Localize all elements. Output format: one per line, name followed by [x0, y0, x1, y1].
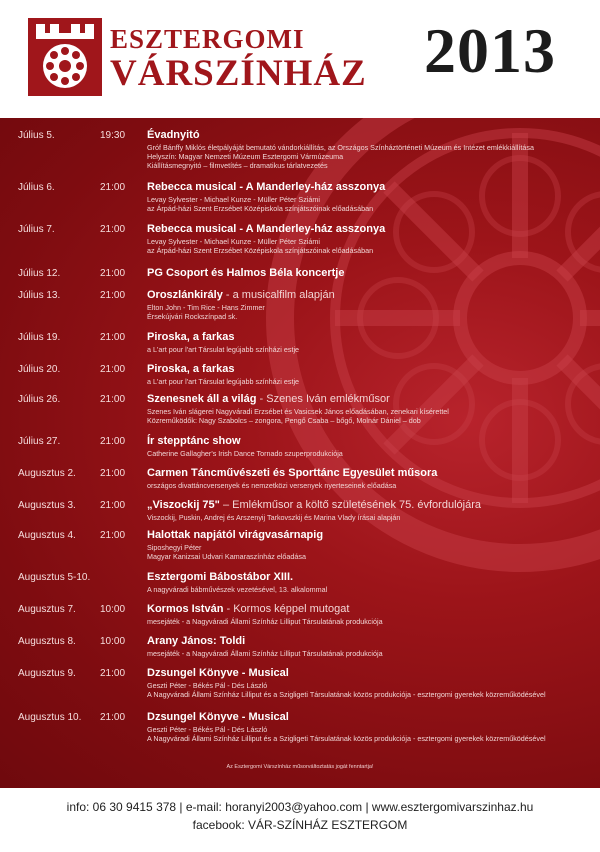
- program-panel: [0, 118, 600, 788]
- event-time: 21:00: [100, 468, 126, 479]
- event-title: [147, 667, 289, 679]
- event-title-main: Ír stepptánc show: [147, 435, 241, 447]
- event-title-main: Carmen Táncművészeti és Sporttánc Egyesület műsora: [147, 467, 438, 479]
- contact-info: info: 06 30 9415 378 | e-mail: horanyi2003@yahoo.com | www.esztergomivarszinhaz.hu: [66, 800, 534, 814]
- event-title: [147, 635, 245, 647]
- event-title-main: Dzsungel Könyve - Musical: [147, 667, 289, 679]
- event-detail: Levay Sylvester - Michael Kunze - Müller Péter Sziámi: [147, 195, 320, 204]
- event-title-subtitle: - Szenes Iván emlékműsor: [256, 393, 390, 405]
- event-title-main: „Viszockij 75": [147, 499, 220, 511]
- event-time: 10:00: [100, 636, 126, 647]
- event-title-subtitle: – Emlékműsor a költő születésének 75. évfordulójára: [219, 499, 481, 511]
- event-time: 21:00: [100, 436, 126, 447]
- event-time: 21:00: [100, 290, 126, 301]
- event-date: Augusztus 8.: [18, 636, 76, 647]
- facebook-info: facebook: VÁR-SZÍNHÁZ ESZTERGOM: [192, 818, 408, 832]
- event-title: [147, 571, 293, 583]
- event-title: [147, 331, 234, 343]
- event-time: 10:00: [100, 604, 126, 615]
- event-time: 21:00: [100, 182, 126, 193]
- event-date: Július 19.: [18, 332, 61, 343]
- event-title: [147, 181, 385, 193]
- event-title: [147, 603, 349, 615]
- event-time: 21:00: [100, 530, 126, 541]
- event-detail: Catherine Gallagher's Irish Dance Tornado szuperprodukciója: [147, 449, 343, 458]
- event-time: 21:00: [100, 712, 126, 723]
- event-time: 21:00: [100, 364, 126, 375]
- event-date: Augusztus 10.: [18, 712, 82, 723]
- event-date: Augusztus 5-10.: [18, 572, 91, 583]
- event-date: Július 26.: [18, 394, 61, 405]
- event-title: [147, 711, 289, 723]
- event-detail: az Árpád-házi Szent Erzsébet Középiskola színjátszóinak előadásában: [147, 246, 374, 255]
- event-title-main: Piroska, a farkas: [147, 363, 235, 375]
- event-title: [147, 393, 390, 405]
- footnote: Az Esztergomi Várszínház műsorváltoztatás jogát fenntartja!: [226, 764, 374, 770]
- event-title-main: Kormos István: [147, 603, 224, 615]
- event-title: [147, 467, 437, 479]
- event-title: [147, 129, 200, 141]
- event-title-main: Évadnyitó: [147, 129, 200, 141]
- event-detail: Érsekújvári Rockszínpad sk.: [147, 312, 238, 321]
- event-detail: országos divattáncversenyek és nemzetközi versenyek nyerteseinek előadása: [147, 481, 397, 490]
- event-title: [147, 435, 241, 447]
- event-date: Július 6.: [18, 182, 55, 193]
- event-detail: Viszockij, Puskin, Andrej és Arszenyij Tarkovszkij és Marina Vlady írásai alapján: [147, 513, 401, 522]
- theatre-logo: [28, 18, 102, 96]
- event-title: [147, 289, 335, 301]
- season-year: 2013: [424, 15, 556, 86]
- event-title-main: Dzsungel Könyve - Musical: [147, 711, 289, 723]
- event-title-main: Rebecca musical - A Manderley-ház asszonya: [147, 181, 386, 193]
- event-title-main: Piroska, a farkas: [147, 331, 235, 343]
- event-detail: Közreműködők: Nagy Szabolcs – zongora, Pengő Csaba – bőgő, Molnár Dániel – dob: [147, 416, 421, 425]
- event-date: Augusztus 9.: [18, 668, 76, 679]
- event-date: Július 20.: [18, 364, 61, 375]
- event-detail: mesejáték - a Nagyváradi Állami Színház Lilliput Társulatának produkciója: [147, 649, 383, 658]
- event-title-main: PG Csoport és Halmos Béla koncertje: [147, 267, 345, 279]
- event-date: Július 7.: [18, 224, 55, 235]
- event-time: 19:30: [100, 130, 126, 141]
- event-date: Július 5.: [18, 130, 55, 141]
- event-title-main: Szenesnek áll a világ: [147, 393, 257, 405]
- event-time: 21:00: [100, 394, 126, 405]
- event-detail: Gróf Bánffy Miklós életpályáját bemutató vándorkiállítás, az Országos Színháztörténeti Múzeum és Intézet emlékkiállítása: [147, 143, 534, 152]
- logo-title-line1: ESZTERGOMI: [110, 24, 305, 54]
- event-date: Július 27.: [18, 436, 61, 447]
- event-date: Augusztus 3.: [18, 500, 76, 511]
- event-title-main: Halottak napjától virágvasárnapig: [147, 529, 324, 541]
- event-time: 21:00: [100, 332, 126, 343]
- event-title-main: Esztergomi Bábostábor XIII.: [147, 571, 294, 583]
- event-title-main: Rebecca musical - A Manderley-ház asszonya: [147, 223, 386, 235]
- event-detail: Elton John - Tim Rice - Hans Zimmer: [147, 303, 265, 312]
- event-title: [147, 267, 344, 279]
- event-title: [147, 363, 234, 375]
- event-title: [147, 499, 481, 511]
- event-detail: A Nagyváradi Állami Színház Lilliput és a Szigligeti Társulatának közös produkciója - esztergomi gyerekek közreműködésével: [147, 734, 546, 743]
- castle-rose-icon: [28, 18, 102, 96]
- event-title-main: Arany János: Toldi: [147, 635, 246, 647]
- event-detail: a L'art pour l'art Társulat legújabb színházi estje: [147, 377, 300, 386]
- event-detail: Kiállításmegnyitó – filmvetítés – dramatikus tárlatvezetés: [147, 161, 328, 170]
- event-detail: Magyar Kanizsai Udvari Kamaraszínház előadása: [147, 552, 307, 561]
- event-detail: Siposhegyi Péter: [147, 543, 202, 552]
- event-date: Augusztus 7.: [18, 604, 76, 615]
- event-date: Augusztus 2.: [18, 468, 76, 479]
- event-title-subtitle: - Kormos képpel mutogat: [223, 603, 350, 615]
- event-date: Július 12.: [18, 268, 61, 279]
- event-detail: Geszti Péter - Békés Pál - Dés László: [147, 725, 268, 734]
- event-title: [147, 223, 385, 235]
- logo-title-line2: VÁRSZÍNHÁZ: [110, 53, 367, 94]
- event-detail: A Nagyváradi Állami Színház Lilliput és a Szigligeti Társulatának közös produkciója - esztergomi gyerekek közreműködésével: [147, 690, 546, 699]
- event-detail: Levay Sylvester - Michael Kunze - Müller Péter Sziámi: [147, 237, 320, 246]
- event-detail: mesejáték - a Nagyváradi Állami Színház Lilliput Társulatának produkciója: [147, 617, 383, 626]
- event-time: 21:00: [100, 268, 126, 279]
- event-detail: a L'art pour l'art Társulat legújabb színházi estje: [147, 345, 300, 354]
- event-title-main: Oroszlánkirály: [147, 289, 223, 301]
- header: [0, 0, 600, 118]
- event-detail: A nagyváradi bábművészek vezetésével, 13. alkalommal: [147, 585, 328, 594]
- event-detail: Szenes Iván slágerei Nagyváradi Erzsébet és Vasicsek János előadásában, zenekari kísérettel: [147, 407, 449, 416]
- event-time: 21:00: [100, 500, 126, 511]
- event-detail: Helyszín: Magyar Nemzeti Múzeum Esztergomi Vármúzeuma: [147, 152, 344, 161]
- event-detail: az Árpád-házi Szent Erzsébet Középiskola színjátszóinak előadásában: [147, 204, 374, 213]
- event-detail: Geszti Péter - Békés Pál - Dés László: [147, 681, 268, 690]
- event-time: 21:00: [100, 668, 126, 679]
- event-title: [147, 529, 323, 541]
- event-date: Augusztus 4.: [18, 530, 76, 541]
- event-title-subtitle: - a musicalfilm alapján: [222, 289, 335, 301]
- event-date: Július 13.: [18, 290, 61, 301]
- event-time: 21:00: [100, 224, 126, 235]
